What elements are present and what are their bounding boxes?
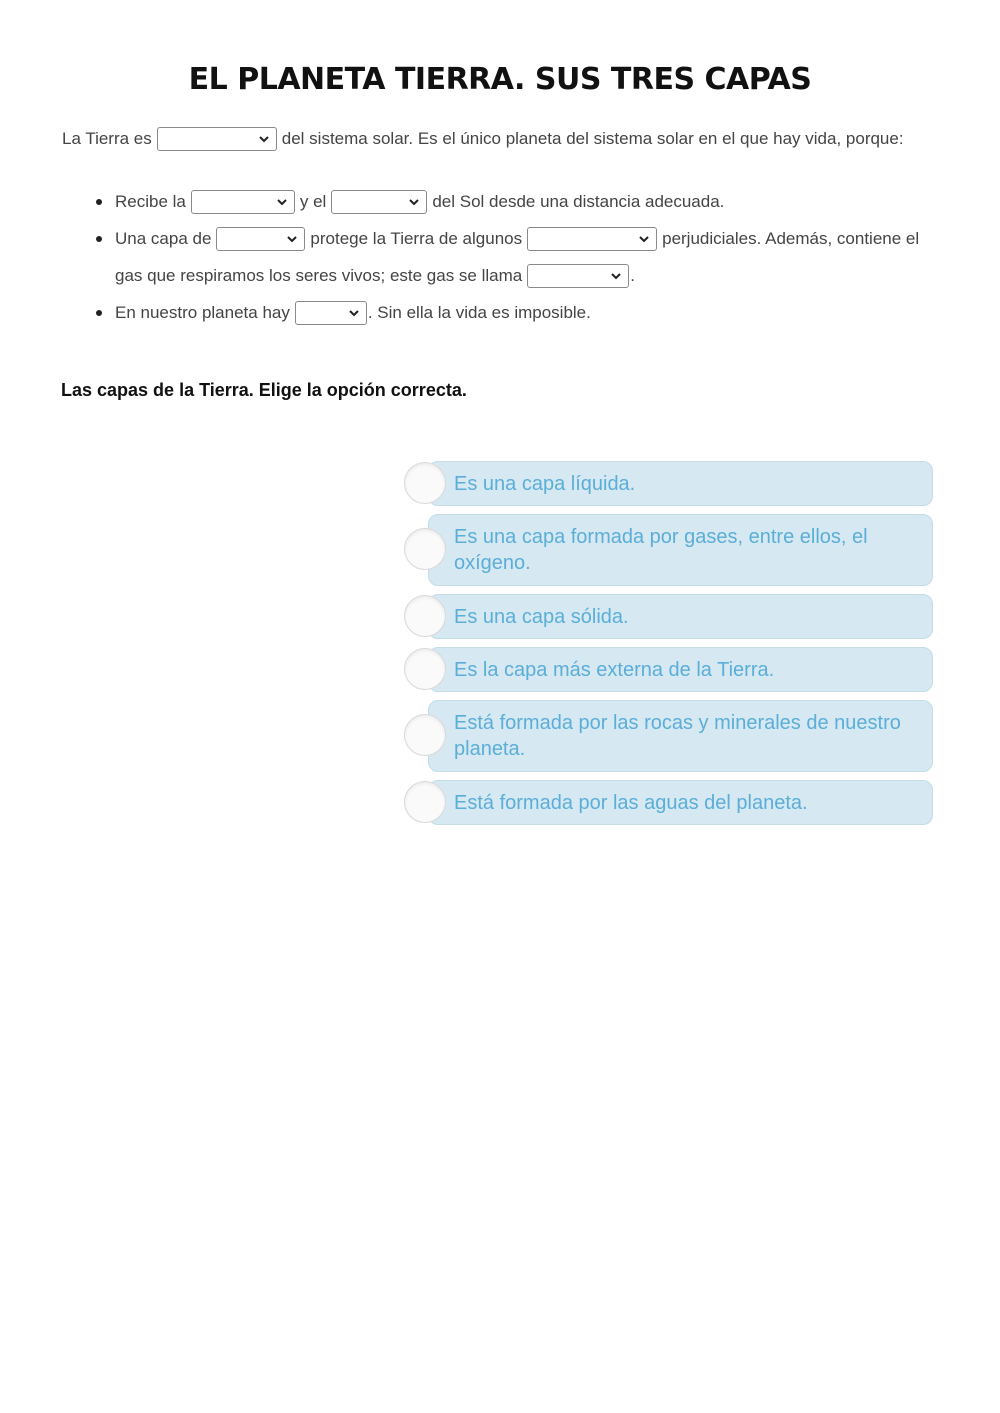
bullet-2-text-4: gas que respiramos los seres vivos; este gas se llama	[115, 266, 523, 285]
dropdown-planet-position[interactable]	[157, 127, 277, 151]
chevron-down-icon	[276, 195, 288, 209]
intro-text-after: del sistema solar. Es el único planeta del sistema solar en el que hay vida, porque:	[281, 129, 904, 148]
chevron-down-icon	[348, 306, 360, 320]
bullet-dot	[96, 310, 102, 316]
bullet-1-text-1: Recibe la	[115, 192, 186, 211]
bullet-3	[115, 300, 591, 326]
option-label: Está formada por las rocas y minerales de nuestro planeta.	[454, 712, 901, 760]
radio-circle-icon[interactable]	[404, 595, 446, 637]
chevron-down-icon	[610, 269, 622, 283]
radio-circle-icon[interactable]	[404, 648, 446, 690]
bullet-3-text-2: . Sin ella la vida es imposible.	[367, 303, 591, 322]
bullet-1-text-3: del Sol desde una distancia adecuada.	[432, 192, 725, 211]
chevron-down-icon	[408, 195, 420, 209]
chevron-down-icon	[638, 232, 650, 246]
dropdown-harmful-things[interactable]	[527, 227, 657, 251]
bullet-1	[115, 189, 724, 215]
option-4[interactable]	[428, 647, 933, 692]
dropdown-sun-receives-2[interactable]	[331, 190, 427, 214]
bullet-2-text-5: .	[630, 266, 635, 285]
option-label: Es una capa líquida.	[454, 472, 636, 495]
radio-circle-icon[interactable]	[404, 714, 446, 756]
dropdown-gas-name[interactable]	[527, 264, 629, 288]
option-3[interactable]	[428, 594, 933, 639]
bullet-1-text-2: y el	[299, 192, 327, 211]
page-title: EL PLANETA TIERRA. SUS TRES CAPAS	[188, 62, 812, 97]
dropdown-planet-has[interactable]	[295, 301, 367, 325]
option-label: Es una capa formada por gases, entre ellos, el oxígeno.	[454, 526, 868, 574]
intro-text-before: La Tierra es	[62, 129, 152, 148]
bullet-dot	[96, 236, 102, 242]
bullet-2-continuation	[115, 263, 635, 289]
radio-circle-icon[interactable]	[404, 528, 446, 570]
dropdown-sun-receives-1[interactable]	[191, 190, 295, 214]
bullet-3-text-1: En nuestro planeta hay	[115, 303, 290, 322]
intro-line	[62, 126, 904, 152]
bullet-2-text-2: protege la Tierra de algunos	[310, 229, 523, 248]
option-label: Está formada por las aguas del planeta.	[454, 791, 808, 814]
dropdown-layer-name[interactable]	[216, 227, 305, 251]
radio-circle-icon[interactable]	[404, 462, 446, 504]
section-heading: Las capas de la Tierra. Elige la opción correcta.	[61, 380, 467, 400]
option-1[interactable]	[428, 461, 933, 506]
option-6[interactable]	[428, 780, 933, 825]
bullet-2-text-3: perjudiciales. Además, contiene el	[662, 229, 920, 248]
bullet-dot	[96, 199, 102, 205]
radio-circle-icon[interactable]	[404, 781, 446, 823]
chevron-down-icon	[258, 132, 270, 146]
option-2[interactable]	[428, 514, 933, 586]
chevron-down-icon	[286, 232, 298, 246]
option-label: Es la capa más externa de la Tierra.	[454, 658, 775, 681]
bullet-2-text-1: Una capa de	[115, 229, 212, 248]
option-label: Es una capa sólida.	[454, 605, 629, 628]
bullet-2	[115, 226, 919, 252]
option-5[interactable]	[428, 700, 933, 772]
